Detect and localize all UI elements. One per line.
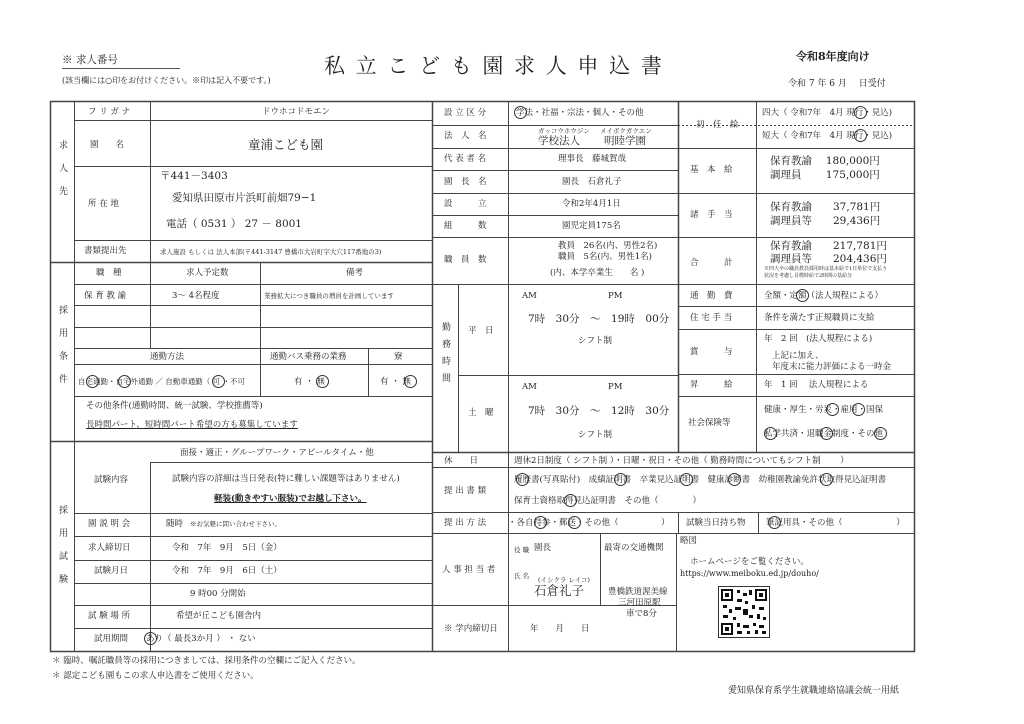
- exam-items-label: 試験当日持ち物: [686, 518, 746, 528]
- kindergarten-name: 童浦こども園: [248, 137, 324, 152]
- bonus-frequency: 年 2 回 (法人規程による): [764, 334, 873, 344]
- circle-mark: [118, 375, 131, 388]
- housing-label: 住 宅 手 当: [690, 313, 733, 323]
- dorm-value: 有 ・ 無: [380, 377, 411, 387]
- director-label: 園 長 名: [444, 177, 487, 187]
- circle-mark: [316, 375, 329, 388]
- submission-method-value: ・各自持参・郵送・その他（ ）: [508, 518, 670, 528]
- circle-mark: [728, 473, 741, 486]
- exam-time-value: 9 時00 分開始: [190, 589, 246, 599]
- weekday-hours: 7時 30分 ～ 19時 00分: [528, 313, 670, 325]
- map-note: ホームページをご覧ください。: [690, 557, 809, 567]
- briefing-note: ※お気軽に問い合わせ下さい。: [190, 520, 281, 528]
- circle-mark: [764, 427, 777, 440]
- class-count-value: 園児定員175名: [562, 221, 621, 231]
- staff-count-label: 職 員 数: [444, 255, 487, 265]
- section-conditions: 採用条件: [57, 305, 67, 397]
- footer-note-2: ＊ 認定こども園もこの求人申込書をご使用ください。: [52, 671, 259, 681]
- submit-destination: 求人施設 もしくは 法人本部(〒441-3147 豊橋市大岩町字大穴117番地の3): [160, 248, 382, 256]
- trial-period-value: あり（ 最長3か月 ） ・ ない: [146, 634, 256, 644]
- circle-mark: [534, 516, 547, 529]
- bus-duty-label: 通勤バス乗務の業務: [270, 352, 347, 362]
- work-hours-label: 勤務時間: [440, 322, 450, 390]
- other-conditions-value: 長時間パート、短時間パート希望の方も募集しています: [86, 420, 298, 430]
- transport-time: 車で8分: [626, 609, 657, 619]
- exam-content-value: 試験内容の詳細は当日発表(特に難しい課題等はありません): [172, 474, 400, 484]
- hr-contact-label: 人 事 担 当 者: [442, 565, 496, 575]
- transport-line: 豊橋鉄道渥美線: [608, 587, 668, 597]
- hr-role: 園長: [534, 543, 552, 553]
- kindergarten-name-label: 園 名: [90, 140, 125, 150]
- holiday-label: 休 日: [444, 456, 479, 466]
- hr-name-label: 氏 名: [514, 572, 530, 580]
- commuting-label: 通 勤 費: [690, 291, 733, 301]
- dorm-label: 寮: [394, 352, 403, 362]
- circle-mark: [144, 632, 157, 645]
- base-salary-label: 基 本 給: [690, 165, 733, 175]
- documents-label: 提 出 書 類: [444, 486, 487, 496]
- starting-salary-2yr: 短大（ 令和7年 4月 現行・見込): [762, 131, 893, 141]
- corporation-name-1: 学校法人: [538, 135, 580, 147]
- school-deadline-label: ※ 学内締切日: [444, 624, 498, 634]
- headcount-header: 求人予定数: [186, 268, 229, 278]
- class-count-label: 組 数: [444, 221, 487, 231]
- saturday-pm: PM: [608, 382, 623, 392]
- remarks-value: 業務拡大につき職員の増員を計画しています: [264, 292, 394, 300]
- starting-salary-label: 初 任 給: [696, 120, 739, 130]
- circle-mark: [564, 494, 577, 507]
- documents-list: 履歴書(写真貼付) 成績証明書 卒業見込証明書 健康診断書 幼稚園教諭免許状取得見込証明書: [514, 475, 887, 485]
- address-label: 所 在 地: [88, 199, 119, 209]
- other-conditions-label: その他条件(通勤時間、統一試験、学校推薦等): [86, 401, 263, 411]
- circle-mark: [404, 375, 417, 388]
- weekday-pm: PM: [608, 291, 623, 301]
- allowances-label: 諸 手 当: [690, 210, 733, 220]
- staff-alumni: (内、本学卒業生 名 ): [550, 268, 645, 278]
- issuer: 愛知県保育系学生就職連絡協議会統一用紙: [728, 686, 900, 696]
- circle-mark: [514, 106, 527, 119]
- representative-label: 代 表 者 名: [444, 154, 487, 164]
- circle-mark: [826, 403, 839, 416]
- circle-mark: [820, 427, 833, 440]
- hr-role-label: 役 職: [514, 546, 530, 554]
- received-date: 令和 7 年 6 月 日受付: [788, 79, 886, 89]
- circle-mark: [854, 106, 867, 119]
- circle-mark: [212, 375, 225, 388]
- total-salary-teacher: 保育教諭 217,781円: [770, 240, 887, 252]
- commute-method-value: 自宅通勤・自宅外通勤 ／ 自動車通勤（ 可 ・不可: [78, 377, 246, 386]
- commuting-value: 全額・定額（法人規程による）: [764, 291, 884, 301]
- saturday-hours: 7時 30分 ～ 12時 30分: [528, 405, 670, 417]
- bonus-extra-1: 上記に加え、: [772, 351, 824, 361]
- job-childcare-teacher: 保 育 教 諭: [84, 291, 127, 301]
- application-number-label: ※ 求人番号: [62, 54, 118, 66]
- exam-date-label: 試験月日: [94, 566, 129, 576]
- allowances-teacher: 保育教諭 37,781円: [770, 201, 881, 213]
- raise-value: 年 1 回 法人規程による: [764, 380, 869, 390]
- circle-mark: [768, 516, 781, 529]
- base-salary-teacher: 保育教諭 180,000円: [770, 155, 880, 167]
- homepage-url[interactable]: https://www.meiboku.ed.jp/douho/: [680, 569, 819, 578]
- corporation-name-2: 明睦学園: [604, 135, 646, 147]
- corporation-kana-2: メイボクガクエン: [600, 127, 652, 135]
- exam-place-label: 試 験 場 所: [88, 611, 131, 621]
- representative-value: 理事長 藤城賀哉: [558, 154, 627, 164]
- furigana-value: ドウホコドモエン: [262, 107, 331, 117]
- establishment-class-label: 設 立 区 分: [444, 108, 487, 118]
- base-salary-cook: 調理員 175,000円: [770, 169, 880, 181]
- section-employer: 求人先: [57, 140, 67, 209]
- footer-note-1: ＊ 臨時、嘱託職員等の採用につきましては、採用条件の空欄にご記入ください。: [52, 656, 361, 666]
- phone-value: 電話（ 0531 ） 27 － 8001: [166, 218, 302, 230]
- exam-content-label: 試験内容: [94, 475, 129, 485]
- circle-mark: [568, 516, 581, 529]
- job-type-header: 職 種: [96, 268, 122, 278]
- remarks-header: 備考: [346, 268, 364, 278]
- exam-types: 面接・適正・グループワーク・アピールタイム・他: [180, 448, 374, 458]
- total-salary-note-1: ※四大卒の職員教員採用時は基本給で1日単位で支払う: [764, 266, 888, 272]
- section-exam: 採用試験: [57, 505, 67, 597]
- circle-mark: [516, 473, 529, 486]
- submit-destination-label: 書類提出先: [84, 246, 127, 256]
- circle-mark: [614, 473, 627, 486]
- starting-salary-4yr: 四大（ 令和7年 4月 現行・見込): [762, 108, 893, 118]
- total-salary-label: 合 計: [690, 258, 733, 268]
- briefing-label: 園 説 明 会: [88, 519, 131, 529]
- allowances-cook: 調理員等 29,436円: [770, 215, 881, 227]
- corporation-kana-1: ガッコウホウジン: [538, 127, 590, 135]
- circle-mark: [874, 427, 887, 440]
- weekday-shift: シフト制: [578, 336, 613, 346]
- social-insurance-2: 私学共済・退職金制度・その他: [764, 429, 884, 439]
- recruit-deadline-value: 令和 7年 9月 5日（金）: [172, 543, 282, 553]
- established-label: 設 立: [444, 199, 487, 209]
- total-salary-note-2: 状況を考慮し目標時給で2時間の基給分: [764, 273, 853, 279]
- bonus-label: 賞 与: [690, 347, 733, 357]
- weekday-label: 平 日: [468, 326, 494, 336]
- establishment-class-value: 学法・社福・宗法・個人・その他: [516, 108, 644, 118]
- trial-period-label: 試用期間: [94, 634, 129, 644]
- postal-code: 〒441－3403: [160, 170, 228, 182]
- circle-mark: [854, 129, 867, 142]
- circle-mark: [86, 375, 99, 388]
- address-value: 愛知県田原市片浜町前畑79−1: [172, 192, 317, 204]
- documents-other: 保育士資格取得見込証明書 その他（ ）: [514, 496, 702, 506]
- director-value: 園長 石倉礼子: [562, 177, 622, 187]
- bonus-extra-2: 年度末に能力評価による一時金: [772, 362, 892, 372]
- form-title: 私 立 こ ど も 園 求 人 申 込 書: [324, 54, 664, 78]
- social-insurance-1: 健康・厚生・労災・雇用・国保: [764, 405, 884, 415]
- recruit-deadline-label: 求人締切日: [88, 543, 131, 553]
- saturday-label: 土 曜: [468, 408, 494, 418]
- saturday-shift: シフト制: [578, 430, 613, 440]
- map-label: 略図: [680, 536, 698, 546]
- target-year: 令和8年度向け: [796, 50, 870, 63]
- transport-station: 三河田原駅: [618, 598, 661, 608]
- staff-teachers: 教員 26名(内、男性2名): [558, 241, 658, 251]
- weekday-am: AM: [522, 291, 537, 301]
- headcount-value: 3～ 4名程度: [172, 291, 220, 301]
- established-value: 令和2年4月1日: [562, 199, 621, 209]
- transport-label: 最寄の交通機関: [604, 543, 664, 553]
- corporation-label: 法 人 名: [444, 131, 487, 141]
- school-deadline-value: 年 月 日: [530, 624, 590, 634]
- raise-label: 昇 給: [690, 380, 733, 390]
- social-insurance-label: 社会保険等: [688, 418, 731, 428]
- exam-place-value: 希望が丘こども園舎内: [176, 611, 262, 621]
- circle-mark: [852, 403, 865, 416]
- header-note: (該当欄には○印をお付けください。※印は記入不要です。): [62, 76, 271, 85]
- hr-name-kana: (イシクラ レイコ): [538, 576, 590, 584]
- briefing-value: 随時: [166, 519, 184, 529]
- exam-date-value: 令和 7年 9月 6日（土）: [172, 566, 282, 576]
- circle-mark: [680, 473, 693, 486]
- housing-value: 条件を満たす正規職員に支給: [764, 313, 875, 323]
- exam-dress-note: 軽装(動きやすい服装)でお越し下さい。: [214, 494, 367, 504]
- bus-duty-value: 有 ・ 無: [294, 377, 325, 387]
- holiday-value: 週休2日制度（ シフト制 ）・日曜・祝日・その他（ 勤務時間についてもシフト制 ）: [514, 456, 849, 466]
- furigana-label: フ リ ガ ナ: [88, 107, 131, 117]
- circle-mark: [796, 289, 809, 302]
- total-salary-cook: 調理員等 204,436円: [770, 253, 887, 265]
- qr-code[interactable]: [718, 586, 770, 638]
- staff-workers: 職員 5名(内、男性1名): [558, 252, 652, 262]
- submission-method-label: 提 出 方 法: [444, 518, 487, 528]
- hr-name: 石倉礼子: [534, 583, 585, 598]
- circle-mark: [820, 473, 833, 486]
- commute-method-label: 通勤方法: [150, 352, 185, 362]
- saturday-am: AM: [522, 382, 537, 392]
- exam-items-value: 筆記用具・その他（ ）: [766, 518, 905, 528]
